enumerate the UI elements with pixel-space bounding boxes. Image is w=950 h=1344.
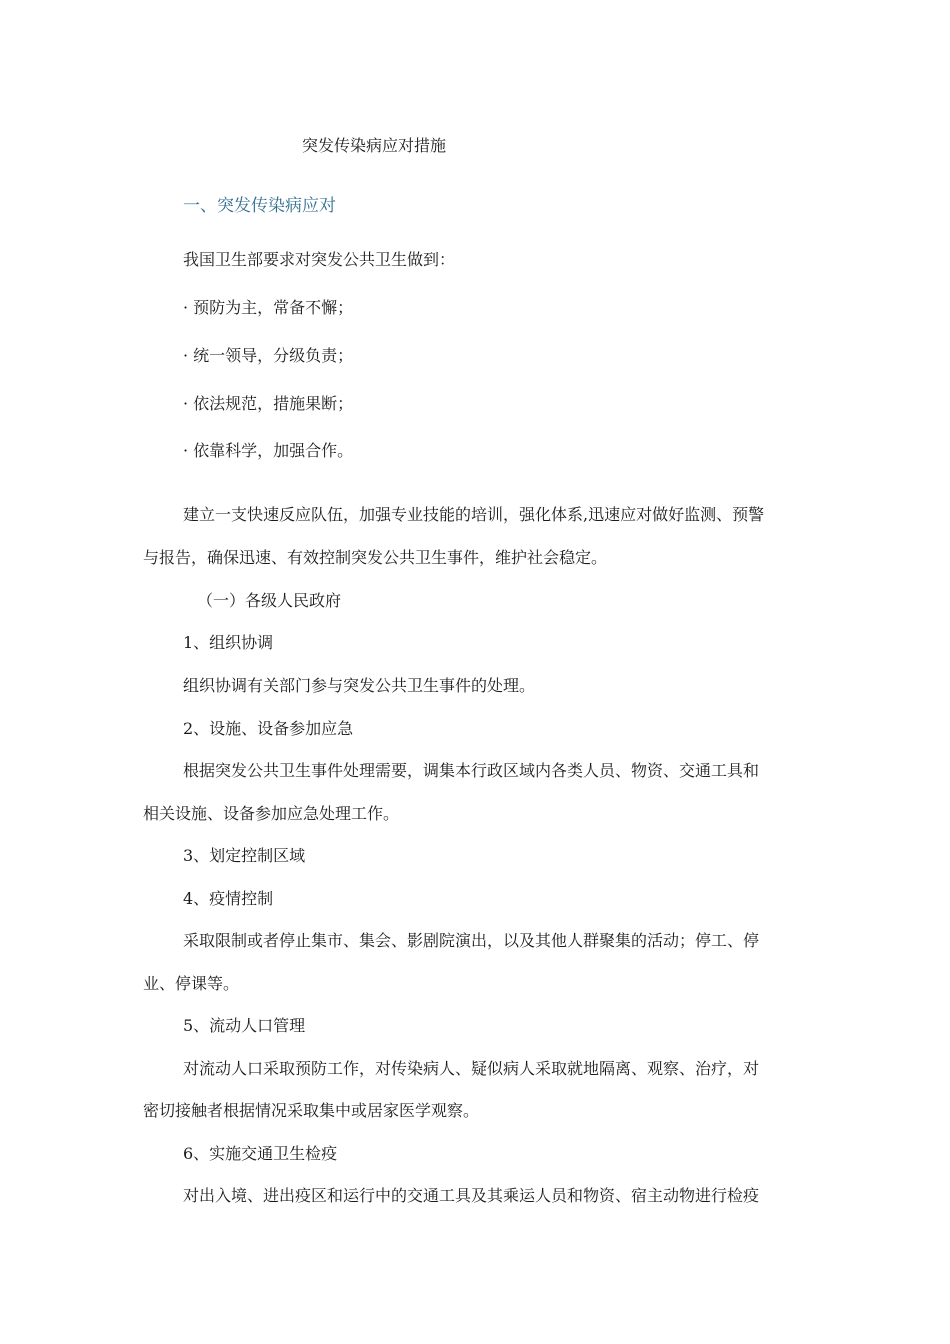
item-title: 2、设施、设备参加应急 xyxy=(183,719,354,738)
paragraph-line: 建立一支快速反应队伍，加强专业技能的培训，强化体系,迅速应对做好监测、预警 xyxy=(183,505,765,524)
item-text: 业、停课等。 xyxy=(143,974,240,993)
item-text: 相关设施、设备参加应急处理工作。 xyxy=(143,804,400,823)
document-title: 突发传染病应对措施 xyxy=(302,136,447,155)
paragraph-line: 与报告，确保迅速、有效控制突发公共卫生事件，维护社会稳定。 xyxy=(143,548,608,567)
subsection-heading: （一）各级人民政府 xyxy=(197,591,342,610)
item-text: 采取限制或者停止集市、集会、影剧院演出，以及其他人群聚集的活动；停工、停 xyxy=(183,931,760,950)
bullet-item: · 预防为主，常备不懈； xyxy=(183,298,354,317)
item-text: 根据突发公共卫生事件处理需要，调集本行政区域内各类人员、物资、交通工具和 xyxy=(183,761,760,780)
item-title: 1、组织协调 xyxy=(183,633,274,652)
bullet-item: · 依法规范，措施果断； xyxy=(183,394,354,413)
item-text: 密切接触者根据情况采取集中或居家医学观察。 xyxy=(143,1101,480,1120)
item-text: 对流动人口采取预防工作，对传染病人、疑似病人采取就地隔离、观察、治疗，对 xyxy=(183,1059,760,1078)
bullet-item: · 依靠科学，加强合作。 xyxy=(183,441,354,460)
item-title: 6、实施交通卫生检疫 xyxy=(183,1144,338,1163)
item-title: 3、划定控制区域 xyxy=(183,846,306,865)
intro-text: 我国卫生部要求对突发公共卫生做到： xyxy=(183,250,456,269)
item-title: 4、疫情控制 xyxy=(183,889,274,908)
section-heading: 一、突发传染病应对 xyxy=(183,196,336,216)
item-text: 对出入境、进出疫区和运行中的交通工具及其乘运人员和物资、宿主动物进行检疫 xyxy=(183,1186,760,1205)
bullet-item: · 统一领导，分级负责； xyxy=(183,346,354,365)
item-text: 组织协调有关部门参与突发公共卫生事件的处理。 xyxy=(183,676,536,695)
item-title: 5、流动人口管理 xyxy=(183,1016,306,1035)
